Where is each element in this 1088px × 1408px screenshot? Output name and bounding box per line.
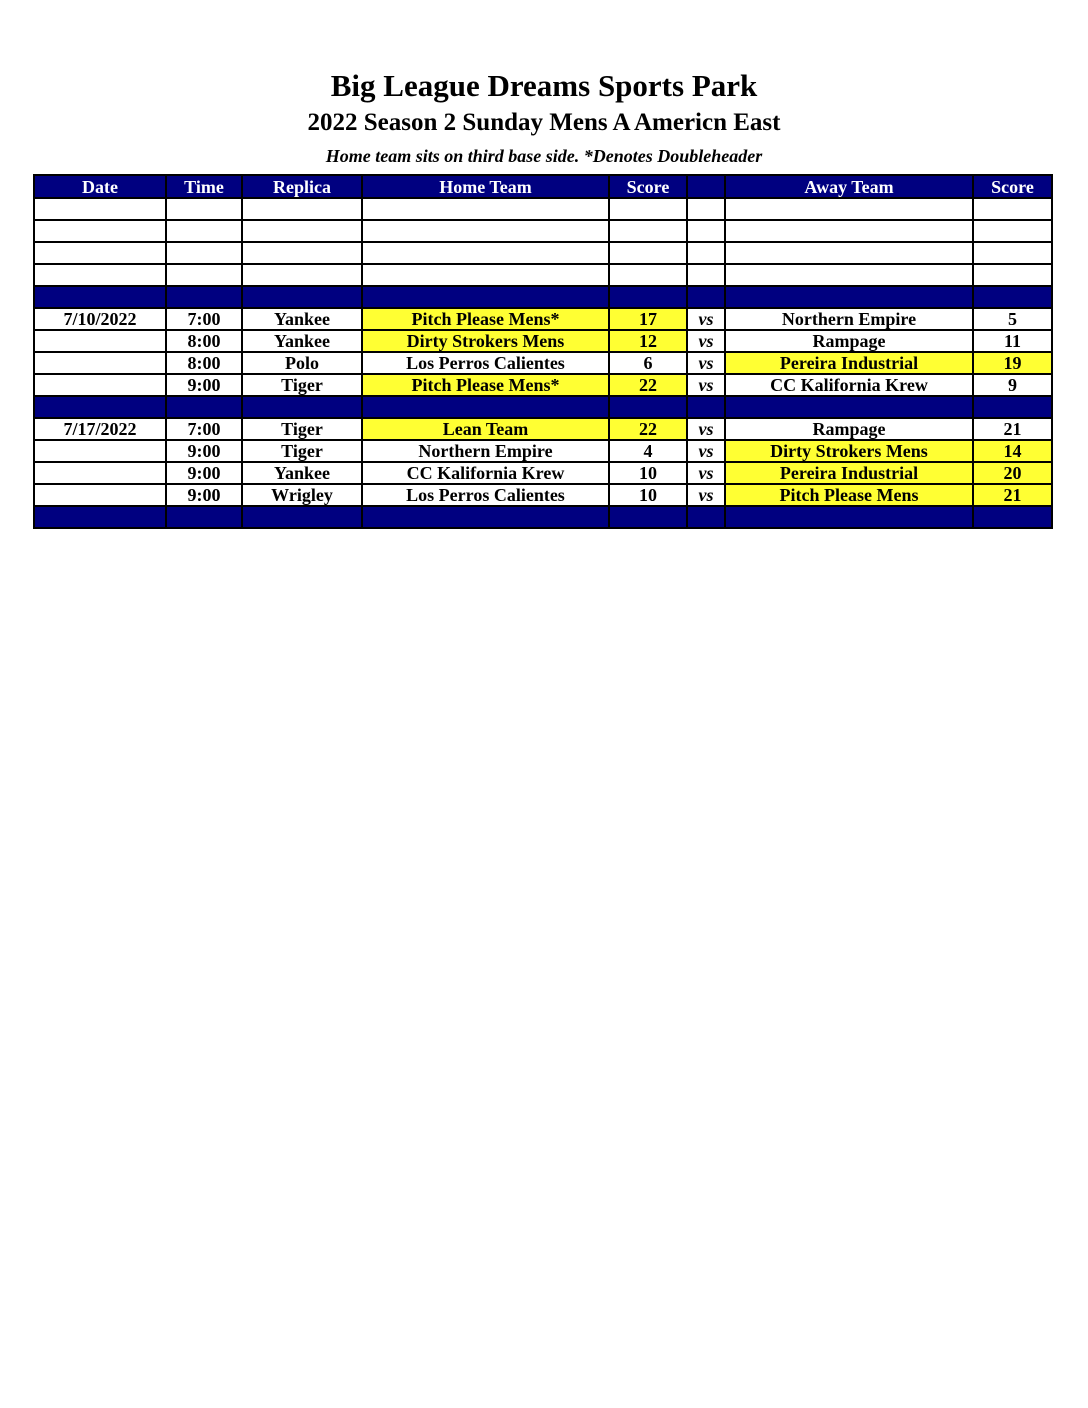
- game-replica: Yankee: [242, 462, 362, 484]
- page-title: Big League Dreams Sports Park: [330, 68, 758, 103]
- empty-cell: [973, 220, 1052, 242]
- col-header-time: Time: [166, 175, 242, 198]
- empty-cell: [687, 264, 725, 286]
- away-score: 14: [973, 440, 1052, 462]
- vs-label: vs: [687, 374, 725, 396]
- vs-label: vs: [687, 440, 725, 462]
- vs-label: vs: [687, 462, 725, 484]
- empty-cell: [362, 220, 609, 242]
- home-score: 22: [609, 374, 687, 396]
- table-header-row: [34, 175, 1052, 198]
- separator-cell: [609, 396, 687, 418]
- game-row: [34, 418, 1052, 440]
- separator-cell: [242, 286, 362, 308]
- game-replica: Polo: [242, 352, 362, 374]
- empty-cell: [362, 242, 609, 264]
- separator-cell: [687, 286, 725, 308]
- game-date: [34, 330, 166, 352]
- away-team: CC Kalifornia Krew: [725, 374, 973, 396]
- game-row: [34, 484, 1052, 506]
- game-replica: Wrigley: [242, 484, 362, 506]
- empty-row: [34, 220, 1052, 242]
- home-team: Dirty Strokers Mens: [362, 330, 609, 352]
- game-row: [34, 352, 1052, 374]
- away-score: 19: [973, 352, 1052, 374]
- away-team: Dirty Strokers Mens: [725, 440, 973, 462]
- col-header-date: Date: [34, 175, 166, 198]
- separator-cell: [242, 506, 362, 528]
- game-row: [34, 440, 1052, 462]
- col-header-home-team: Home Team: [362, 175, 609, 198]
- empty-cell: [687, 198, 725, 220]
- game-time: 8:00: [166, 352, 242, 374]
- empty-cell: [34, 220, 166, 242]
- empty-cell: [362, 264, 609, 286]
- vs-label: vs: [687, 418, 725, 440]
- home-team: Northern Empire: [362, 440, 609, 462]
- separator-cell: [34, 396, 166, 418]
- game-row: [34, 374, 1052, 396]
- col-header-vs: [687, 175, 725, 198]
- game-time: 9:00: [166, 440, 242, 462]
- empty-cell: [34, 198, 166, 220]
- game-time: 7:00: [166, 418, 242, 440]
- separator-row: [34, 506, 1052, 528]
- separator-cell: [725, 286, 973, 308]
- separator-cell: [34, 286, 166, 308]
- empty-cell: [973, 264, 1052, 286]
- empty-cell: [242, 220, 362, 242]
- game-replica: Yankee: [242, 308, 362, 330]
- game-row: [34, 330, 1052, 352]
- empty-cell: [166, 220, 242, 242]
- game-row: [34, 308, 1052, 330]
- game-time: 7:00: [166, 308, 242, 330]
- home-score: 10: [609, 484, 687, 506]
- separator-cell: [609, 286, 687, 308]
- game-replica: Tiger: [242, 374, 362, 396]
- col-header-replica: Replica: [242, 175, 362, 198]
- separator-cell: [973, 506, 1052, 528]
- empty-cell: [242, 264, 362, 286]
- empty-cell: [687, 220, 725, 242]
- away-team: Northern Empire: [725, 308, 973, 330]
- home-score: 17: [609, 308, 687, 330]
- empty-cell: [166, 198, 242, 220]
- game-replica: Yankee: [242, 330, 362, 352]
- separator-cell: [362, 506, 609, 528]
- empty-row: [34, 264, 1052, 286]
- empty-row: [34, 242, 1052, 264]
- empty-cell: [725, 198, 973, 220]
- vs-label: vs: [687, 330, 725, 352]
- away-score: 9: [973, 374, 1052, 396]
- separator-cell: [34, 506, 166, 528]
- separator-cell: [687, 506, 725, 528]
- game-time: 9:00: [166, 374, 242, 396]
- separator-cell: [973, 396, 1052, 418]
- empty-cell: [609, 242, 687, 264]
- game-date: 7/17/2022: [34, 418, 166, 440]
- away-team: Rampage: [725, 418, 973, 440]
- away-team: Rampage: [725, 330, 973, 352]
- away-score: 5: [973, 308, 1052, 330]
- home-team: Pitch Please Mens*: [362, 374, 609, 396]
- vs-label: vs: [687, 352, 725, 374]
- empty-cell: [609, 264, 687, 286]
- home-score: 12: [609, 330, 687, 352]
- away-team: Pereira Industrial: [725, 462, 973, 484]
- away-score: 21: [973, 484, 1052, 506]
- empty-cell: [242, 198, 362, 220]
- page-subtitle: 2022 Season 2 Sunday Mens A Americn East: [307, 109, 781, 136]
- separator-cell: [166, 286, 242, 308]
- empty-cell: [34, 242, 166, 264]
- empty-cell: [609, 198, 687, 220]
- away-score: 20: [973, 462, 1052, 484]
- separator-row: [34, 396, 1052, 418]
- game-date: [34, 484, 166, 506]
- home-score: 10: [609, 462, 687, 484]
- game-time: 8:00: [166, 330, 242, 352]
- empty-cell: [973, 198, 1052, 220]
- away-team: Pitch Please Mens: [725, 484, 973, 506]
- game-replica: Tiger: [242, 440, 362, 462]
- separator-cell: [242, 396, 362, 418]
- game-time: 9:00: [166, 484, 242, 506]
- empty-cell: [166, 242, 242, 264]
- separator-cell: [725, 396, 973, 418]
- away-score: 11: [973, 330, 1052, 352]
- empty-cell: [725, 242, 973, 264]
- col-header-away-team: Away Team: [725, 175, 973, 198]
- game-date: [34, 440, 166, 462]
- home-score: 22: [609, 418, 687, 440]
- empty-cell: [725, 264, 973, 286]
- empty-cell: [166, 264, 242, 286]
- home-score: 4: [609, 440, 687, 462]
- home-team: Pitch Please Mens*: [362, 308, 609, 330]
- separator-cell: [166, 396, 242, 418]
- separator-cell: [166, 506, 242, 528]
- separator-cell: [687, 396, 725, 418]
- separator-row: [34, 286, 1052, 308]
- empty-cell: [973, 242, 1052, 264]
- away-score: 21: [973, 418, 1052, 440]
- away-team: Pereira Industrial: [725, 352, 973, 374]
- separator-cell: [973, 286, 1052, 308]
- schedule-note: Home team sits on third base side. *Denotes Doubleheader: [325, 146, 763, 166]
- game-date: [34, 352, 166, 374]
- separator-cell: [362, 286, 609, 308]
- empty-cell: [362, 198, 609, 220]
- game-date: [34, 462, 166, 484]
- empty-cell: [725, 220, 973, 242]
- separator-cell: [362, 396, 609, 418]
- empty-cell: [242, 242, 362, 264]
- home-team: Los Perros Calientes: [362, 352, 609, 374]
- schedule-table: [33, 174, 1053, 529]
- separator-cell: [725, 506, 973, 528]
- col-header-away-score: Score: [973, 175, 1052, 198]
- game-row: [34, 462, 1052, 484]
- game-date: [34, 374, 166, 396]
- game-date: 7/10/2022: [34, 308, 166, 330]
- vs-label: vs: [687, 308, 725, 330]
- home-team: Los Perros Calientes: [362, 484, 609, 506]
- game-replica: Tiger: [242, 418, 362, 440]
- empty-cell: [687, 242, 725, 264]
- empty-cell: [609, 220, 687, 242]
- game-time: 9:00: [166, 462, 242, 484]
- vs-label: vs: [687, 484, 725, 506]
- empty-row: [34, 198, 1052, 220]
- home-team: CC Kalifornia Krew: [362, 462, 609, 484]
- separator-cell: [609, 506, 687, 528]
- home-team: Lean Team: [362, 418, 609, 440]
- col-header-home-score: Score: [609, 175, 687, 198]
- home-score: 6: [609, 352, 687, 374]
- empty-cell: [34, 264, 166, 286]
